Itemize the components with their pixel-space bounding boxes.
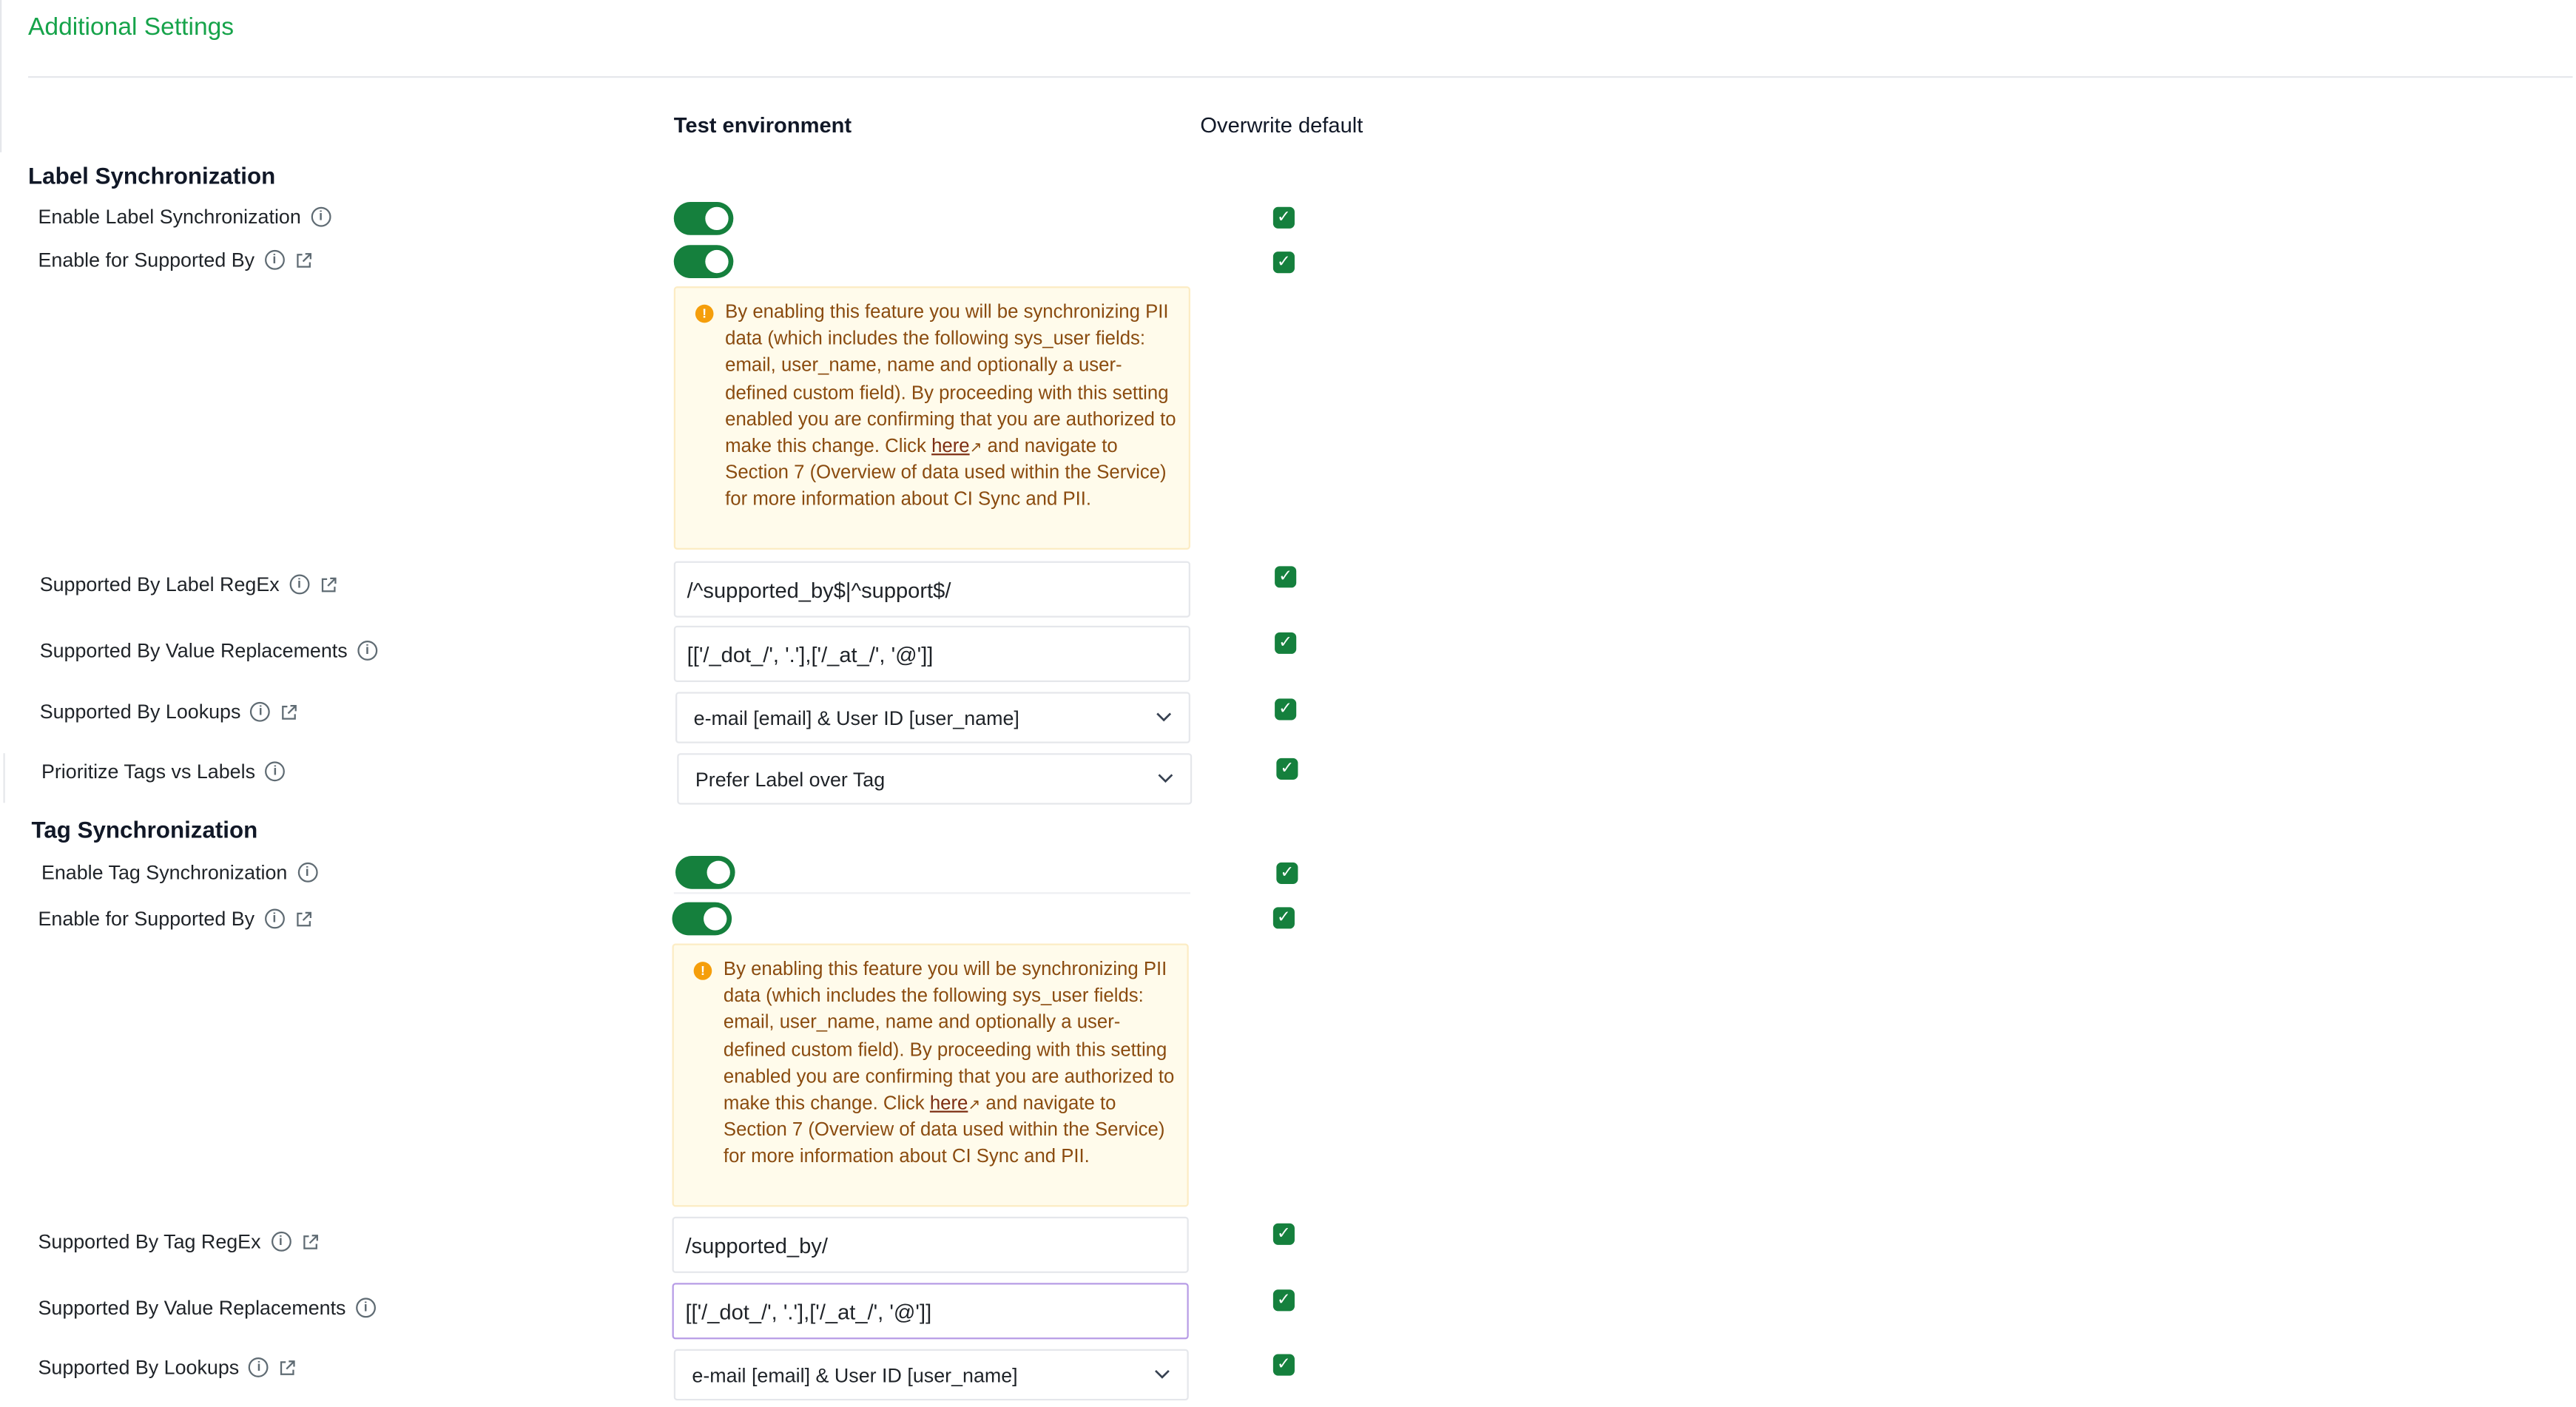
tag-supported-by-overwrite-checkbox[interactable]: ✓ (1273, 907, 1295, 928)
enable-tag-sync-overwrite-checkbox[interactable]: ✓ (1276, 863, 1298, 884)
tag-supported-by-row (38, 907, 312, 930)
tag-replacements-input[interactable]: [['/_dot_/', '.'],['/_at_/', '@']] (672, 1283, 1189, 1339)
warning-text-after: and navigate to Section 7 (Overview of data used within the Service) for more information about CI Sync and PII. (723, 1094, 1165, 1168)
label-lookups-value: e-mail [email] & User ID [user_name] (693, 706, 1019, 729)
tag-supported-by-toggle[interactable] (672, 902, 732, 936)
enable-label-sync-row (38, 205, 331, 228)
tag-regex-row (38, 1230, 318, 1253)
enable-tag-sync-label: Enable Tag Synchronization (41, 860, 288, 884)
info-icon[interactable]: i (357, 641, 377, 661)
chevron-down-icon (1156, 711, 1172, 721)
prioritize-value: Prefer Label over Tag (695, 767, 886, 791)
left-border (0, 0, 1, 152)
info-icon[interactable]: i (265, 909, 285, 929)
label-replacements-row (40, 639, 377, 662)
warning-icon: ! (694, 962, 712, 980)
info-icon[interactable]: i (297, 863, 317, 883)
label-supported-by-overwrite-checkbox[interactable]: ✓ (1273, 252, 1295, 273)
tag-lookups-row (38, 1356, 297, 1379)
prioritize-label: Prioritize Tags vs Labels (41, 760, 256, 783)
prioritize-select[interactable] (677, 753, 1192, 804)
warning-text: By enabling this feature you will be synchronizing PII data (which includes the following sys_user fields: email, user_name, name and optionally a user-defined custom field). By proceeding with this setting enabled you are confirming that you are authorized to make this change. Click here↗ and navigate to Section 7 (Overview of data used within the Service) for more information about CI Sync and PII. (725, 303, 1176, 511)
label-regex-overwrite-checkbox[interactable]: ✓ (1275, 566, 1296, 587)
label-replacements-overwrite-checkbox[interactable]: ✓ (1275, 632, 1296, 654)
tag-replacements-label: Supported By Value Replacements (38, 1296, 346, 1320)
warning-text: By enabling this feature you will be synchronizing PII data (which includes the following sys_user fields: email, user_name, name and optionally a user-defined custom field). By proceeding with this setting enabled you are confirming that you are authorized to make this change. Click here↗ and navigate to Section 7 (Overview of data used within the Service) for more information about CI Sync and PII. (723, 959, 1175, 1168)
info-icon[interactable]: i (249, 1357, 269, 1377)
tag-sync-title: Tag Synchronization (31, 816, 258, 843)
warning-text-after: and navigate to Section 7 (Overview of data used within the Service) for more information about CI Sync and PII. (725, 436, 1167, 511)
label-supported-by-row (38, 249, 312, 271)
warning-here-link[interactable]: here (929, 1094, 968, 1115)
prioritize-row (41, 760, 285, 783)
info-icon[interactable]: i (265, 250, 285, 270)
label-replacements-label: Supported By Value Replacements (39, 638, 348, 663)
label-lookups-label: Supported By Lookups (39, 700, 241, 723)
label-lookups-select[interactable] (675, 692, 1190, 743)
external-link-icon[interactable] (319, 576, 337, 594)
chevron-down-icon (1154, 1369, 1170, 1378)
divider (28, 76, 2572, 78)
external-link-icon[interactable] (300, 1232, 319, 1251)
warning-text-before: By enabling this feature you will be synchronizing PII data (which includes the following sys_user fields: email, user_name, name and optionally a user-defined custom field). By proceeding with this setting enabled you are confirming that you are authorized to make this change. Click (725, 303, 1176, 457)
tag-lookups-value: e-mail [email] & User ID [user_name] (692, 1363, 1018, 1387)
label-replacements-input[interactable]: [['/_dot_/', '.'],['/_at_/', '@']] (674, 626, 1190, 682)
external-link-icon[interactable] (279, 1358, 297, 1377)
label-regex-row (40, 573, 337, 595)
tag-pii-warning (672, 944, 1189, 1207)
tag-regex-input[interactable]: /supported_by/ (672, 1217, 1189, 1273)
warning-icon: ! (695, 305, 714, 323)
info-icon[interactable]: i (251, 702, 271, 722)
external-link-icon[interactable] (294, 251, 313, 269)
external-link-icon[interactable] (294, 910, 313, 928)
label-lookups-row (40, 701, 299, 723)
info-icon[interactable]: i (311, 207, 331, 227)
warning-here-link[interactable]: here (931, 436, 970, 457)
enable-label-sync-overwrite-checkbox[interactable]: ✓ (1273, 207, 1295, 229)
external-link-icon[interactable] (280, 703, 299, 721)
info-icon[interactable]: i (265, 761, 285, 781)
warning-text-before: By enabling this feature you will be synchronizing PII data (which includes the following sys_user fields: email, user_name, name and optionally a user-defined custom field). By proceeding with this setting enabled you are confirming that you are authorized to make this change. Click (723, 959, 1175, 1115)
column-header-test-environment: Test environment (673, 112, 852, 138)
tag-supported-by-label: Enable for Supported By (38, 907, 255, 931)
enable-label-sync-label: Enable Label Synchronization (38, 205, 301, 229)
enable-tag-sync-row (41, 861, 317, 884)
enable-label-sync-toggle[interactable] (674, 202, 734, 235)
label-sync-title: Label Synchronization (28, 162, 276, 189)
chevron-down-icon (1157, 772, 1173, 782)
prioritize-overwrite-checkbox[interactable]: ✓ (1276, 758, 1298, 780)
tag-replacements-row (38, 1296, 375, 1319)
info-icon[interactable]: i (271, 1232, 291, 1252)
label-regex-input[interactable]: /^supported_by$|^support$/ (674, 561, 1190, 618)
label-regex-label: Supported By Label RegEx (39, 573, 280, 596)
column-header-overwrite-default: Overwrite default (1200, 112, 1363, 138)
label-supported-by-label: Enable for Supported By (38, 248, 255, 271)
label-lookups-overwrite-checkbox[interactable]: ✓ (1275, 698, 1296, 720)
label-supported-by-toggle[interactable] (674, 245, 734, 278)
left-border-accent (3, 753, 4, 803)
info-icon[interactable]: i (289, 575, 309, 595)
info-icon[interactable]: i (356, 1298, 376, 1317)
row-separator (674, 892, 1190, 894)
tag-lookups-overwrite-checkbox[interactable]: ✓ (1273, 1354, 1295, 1376)
tag-lookups-label: Supported By Lookups (38, 1355, 240, 1380)
section-title: Additional Settings (28, 13, 235, 41)
tag-regex-overwrite-checkbox[interactable]: ✓ (1273, 1224, 1295, 1245)
enable-tag-sync-toggle[interactable] (675, 856, 735, 889)
label-pii-warning (674, 286, 1190, 550)
tag-replacements-overwrite-checkbox[interactable]: ✓ (1273, 1289, 1295, 1311)
tag-lookups-select[interactable] (674, 1349, 1189, 1400)
tag-regex-label: Supported By Tag RegEx (38, 1229, 261, 1254)
